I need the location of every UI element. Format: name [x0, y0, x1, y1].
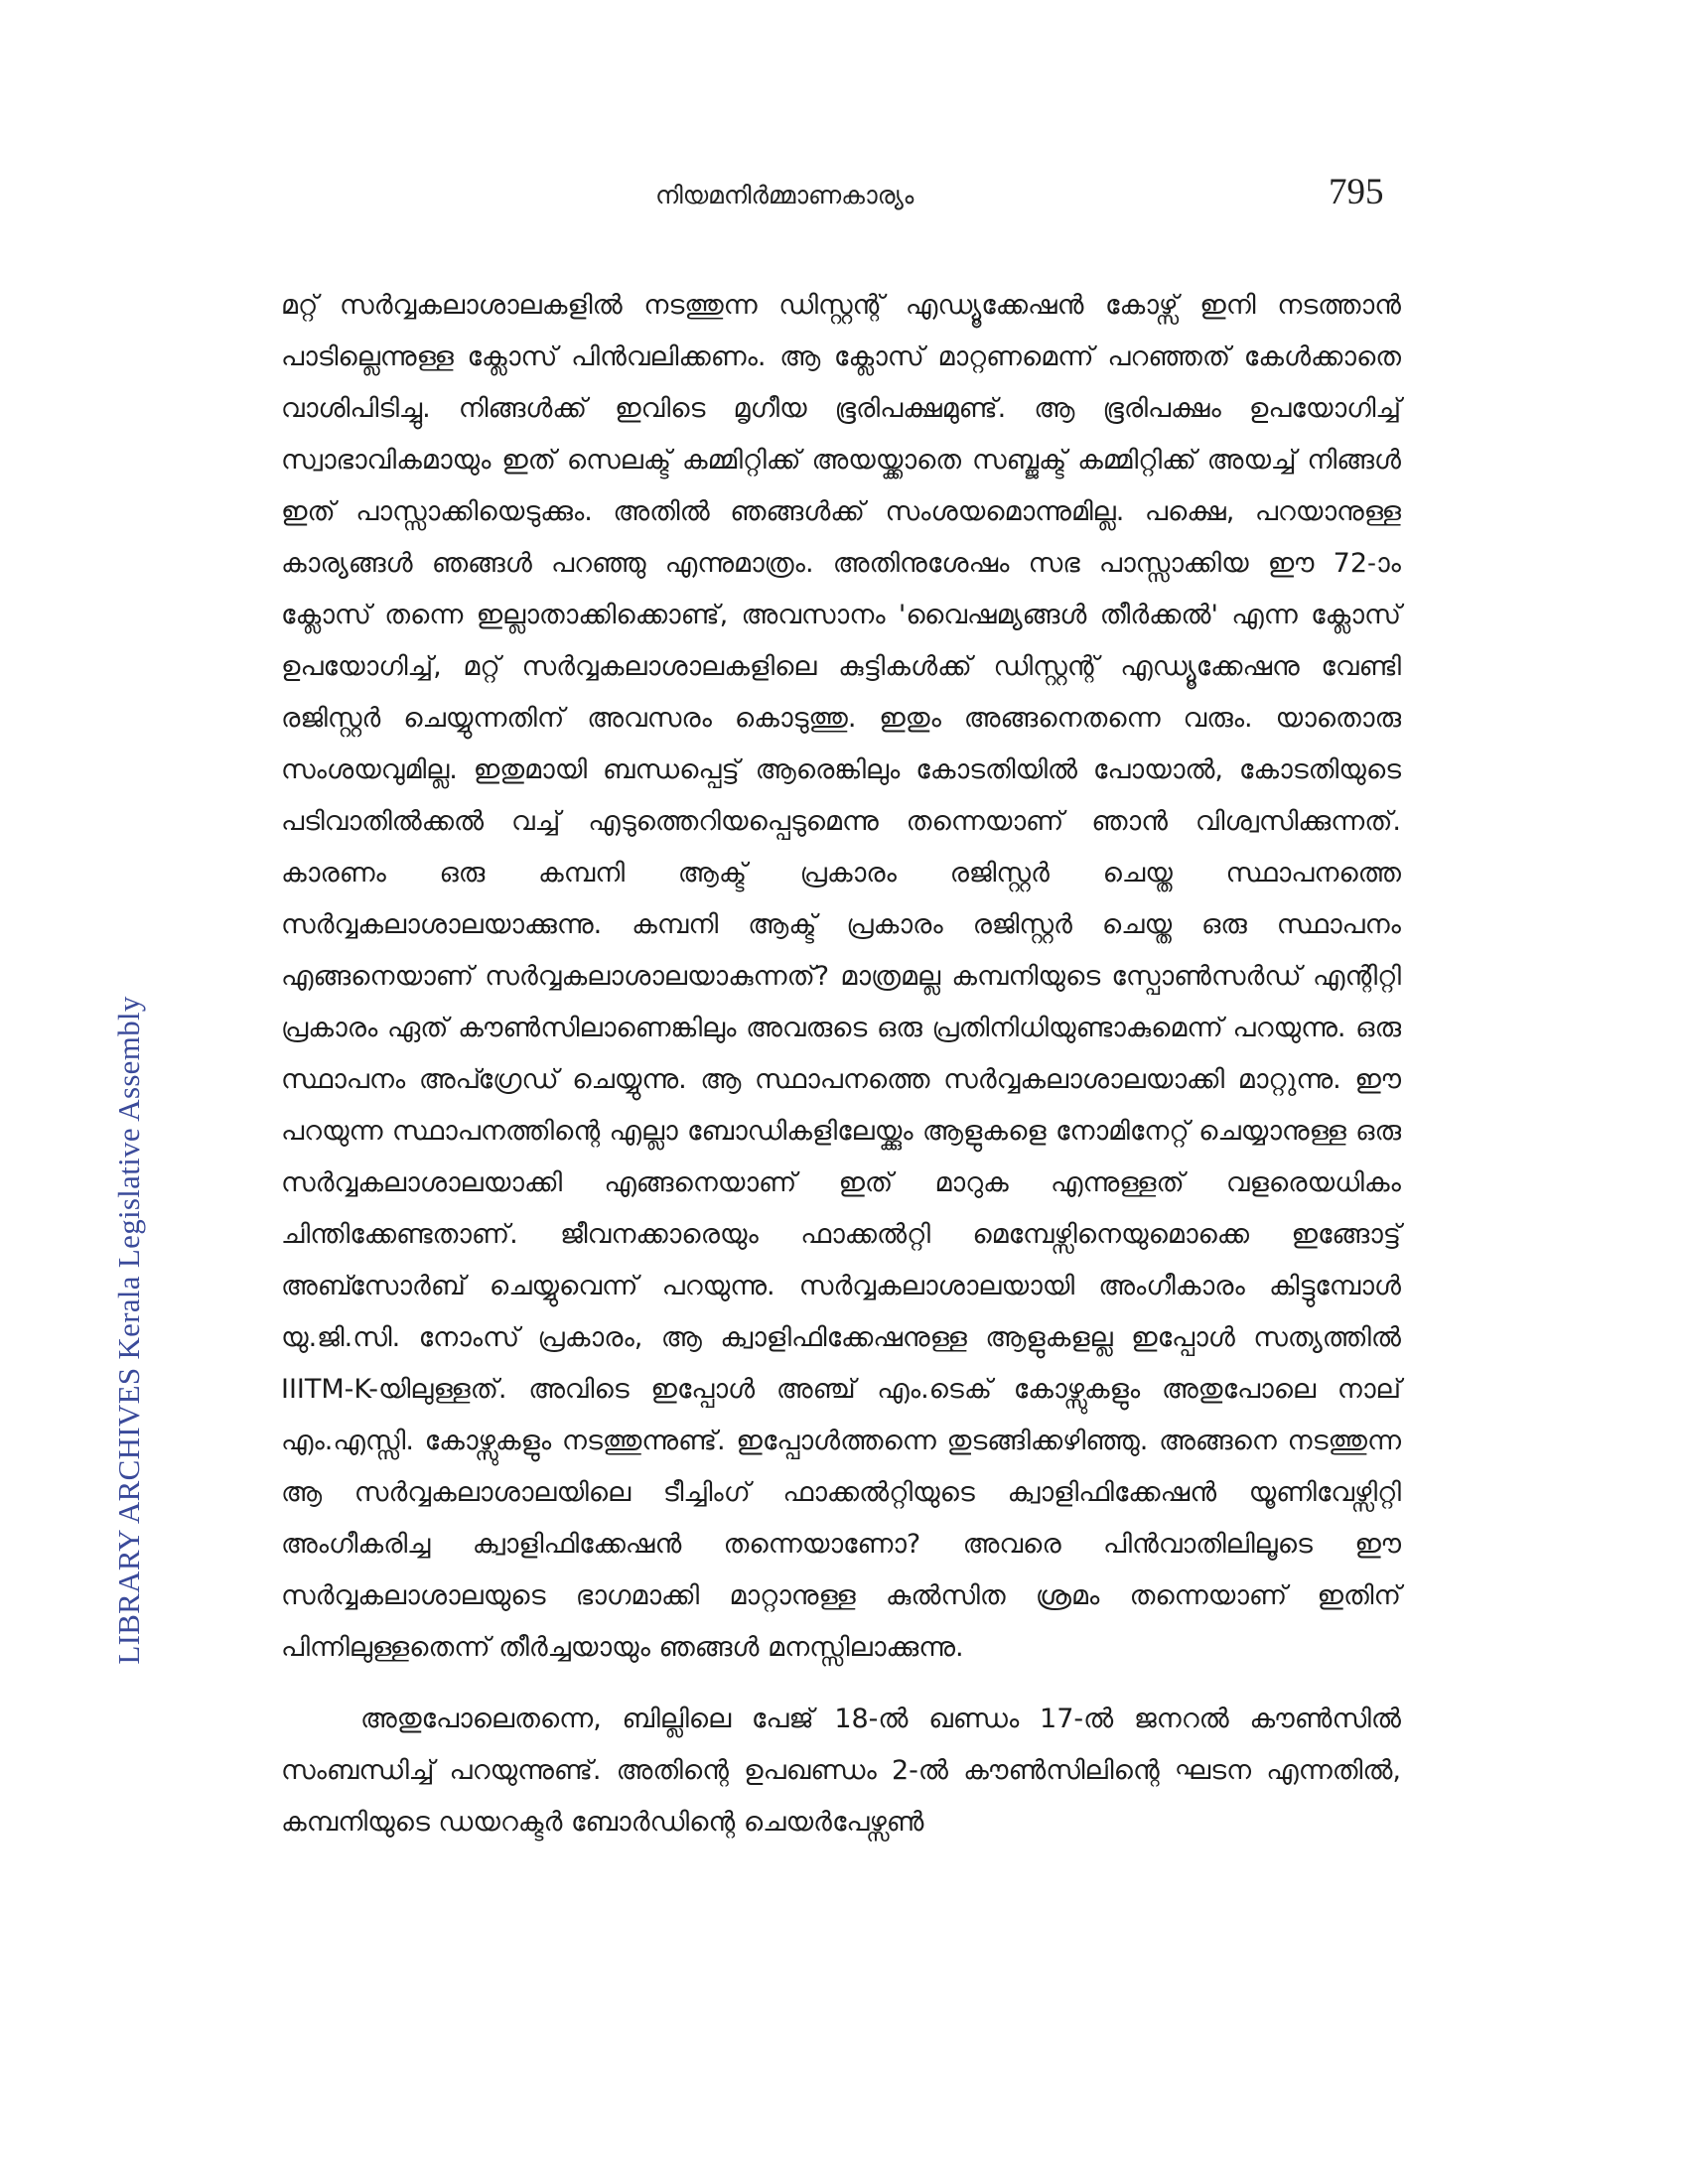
paragraph: മറ്റ് സർവ്വകലാശാലകളിൽ നടത്തുന്ന ഡിസ്റ്റന്റ് എഡ്യൂക്കേഷൻ കോഴ്സ് ഇനി നടത്താൻ പാടില്ലെന്നുള്ള ക്ലോസ് പിൻവലിക്കണം. ആ ക്ലോസ് മാറ്റണമെന്ന് പറഞ്ഞത് കേൾക്കാതെ വാശിപിടിച്ചു. നിങ്ങൾക്ക് ഇവിടെ മൃഗീയ ഭൂരിപക്ഷമുണ്ട്. ആ ഭൂരിപക്ഷം ഉപയോഗിച്ച് സ്വാഭാവികമായും ഇത് സെലക്ട് കമ്മിറ്റിക്ക് അയയ്ക്കാതെ സബ്ജക്ട് കമ്മിറ്റിക്ക് അയച്ച് നിങ്ങൾ ഇത് പാസ്സാക്കിയെടുക്കും. അതിൽ ഞങ്ങൾക്ക് സംശയമൊന്നുമില്ല. പക്ഷെ, പറയാനുള്ള കാര്യങ്ങൾ ഞങ്ങൾ പറഞ്ഞു എന്നുമാത്രം. അതിനുശേഷം സഭ പാസ്സാക്കിയ ഈ 72-ാം ക്ലോസ് തന്നെ ഇല്ലാതാക്കിക്കൊണ്ട്, അവസാനം 'വൈഷമ്യങ്ങൾ തീർക്കൽ' എന്ന ക്ലോസ് ഉപയോഗിച്ച്, മറ്റ് സർവ്വകലാശാലകളിലെ കുട്ടികൾക്ക് ഡിസ്റ്റന്റ് എഡ്യൂക്കേഷനു വേണ്ടി രജിസ്റ്റർ ചെയ്യുന്നതിന് അവസരം കൊടുത്തു. ഇതും അങ്ങനെതന്നെ വരും. യാതൊരു സംശയവുമില്ല. ഇതുമായി ബന്ധപ്പെട്ട് ആരെങ്കിലും കോടതിയിൽ പോയാൽ, കോടതിയുടെ പടിവാതിൽക്കൽ വച്ച് എടുത്തെറിയപ്പെടുമെന്നു തന്നെയാണ് ഞാൻ വിശ്വസിക്കുന്നത്. കാരണം ഒരു കമ്പനി ആക്ട് പ്രകാരം രജിസ്റ്റർ ചെയ്ത സ്ഥാപനത്തെ സർവ്വകലാശാലയാക്കുന്നു. കമ്പനി ആക്ട് പ്രകാരം രജിസ്റ്റർ ചെയ്ത ഒരു സ്ഥാപനം എങ്ങനെയാണ് സർവ്വകലാശാലയാകുന്നത്? മാത്രമല്ല കമ്പനിയുടെ സ്പോൺസർഡ് എന്റിറ്റി പ്രകാരം ഏത് കൗൺസിലാണെങ്കിലും അവരുടെ ഒരു പ്രതിനിധിയുണ്ടാകുമെന്ന് പറയുന്നു. ഒരു സ്ഥാപനം അപ്ഗ്രേഡ് ചെയ്യുന്നു. ആ സ്ഥാപനത്തെ സർവ്വകലാശാലയാക്കി മാറ്റുന്നു. ഈ പറയുന്ന സ്ഥാപനത്തിന്റെ എല്ലാ ബോഡികളിലേയ്ക്കും ആളുകളെ നോമിനേറ്റ് ചെയ്യാനുള്ള ഒരു സർവ്വകലാശാലയാക്കി എങ്ങനെയാണ് ഇത് മാറുക എന്നുള്ളത് വളരെയധികം ചിന്തിക്കേണ്ടതാണ്. ജീവനക്കാരെയും ഫാക്കൽറ്റി മെമ്പേഴ്സിനെയുമൊക്കെ ഇങ്ങോട്ട് അബ്സോർബ് ചെയ്യുവെന്ന് പറയുന്നു. സർവ്വകലാശാലയായി അംഗീകാരം കിട്ടുമ്പോൾ യു.ജി.സി. നോംസ് പ്രകാരം, ആ ക്വാളിഫിക്കേഷനുള്ള ആളുകളല്ല ഇപ്പോൾ സത്യത്തിൽ IIITM-K-യിലുള്ളത്. അവിടെ ഇപ്പോൾ അഞ്ച് എം.ടെക് കോഴ്സുകളും അതുപോലെ നാല് എം.എസ്സി. കോഴ്സുകളും നടത്തുന്നുണ്ട്. ഇപ്പോൾത്തന്നെ തുടങ്ങിക്കഴിഞ്ഞു. അങ്ങനെ നടത്തുന്ന ആ സർവ്വകലാശാലയിലെ ടീച്ചിംഗ് ഫാക്കൽറ്റിയുടെ ക്വാളിഫിക്കേഷൻ യൂണിവേഴ്സിറ്റി അംഗീകരിച്ച ക്വാളിഫിക്കേഷൻ തന്നെയാണോ? അവരെ പിൻവാതിലിലൂടെ ഈ സർവ്വകലാശാലയുടെ ഭാഗമാക്കി മാറ്റാനുള്ള കുൽസിത ശ്രമം തന്നെയാണ് ഇതിന് പിന്നിലുള്ളതെന്ന് തീർച്ചയായും ഞങ്ങൾ മനസ്സിലാക്കുന്നു.: [281, 290, 1401, 1663]
header-title: നിയമനിർമ്മാണകാര്യം: [655, 181, 914, 209]
archive-watermark: LIBRARY ARCHIVES Kerala Legislative Assembly: [111, 996, 146, 1665]
page-number: 795: [1329, 172, 1384, 212]
running-header: [0, 171, 1688, 230]
body-text: [281, 280, 1401, 1848]
paragraph: അതുപോലെതന്നെ, ബില്ലിലെ പേജ് 18-ൽ ഖണ്ഡം 17-ൽ ജനറൽ കൗൺസിൽ സംബന്ധിച്ച് പറയുന്നുണ്ട്. അതിന്റെ ഉപഖണ്ഡം 2-ൽ കൗൺസിലിന്റെ ഘടന എന്നതിൽ, കമ്പനിയുടെ ഡയറക്ടർ ബോർഡിന്റെ ചെയർപേഴ്സൺ: [281, 1704, 1401, 1838]
